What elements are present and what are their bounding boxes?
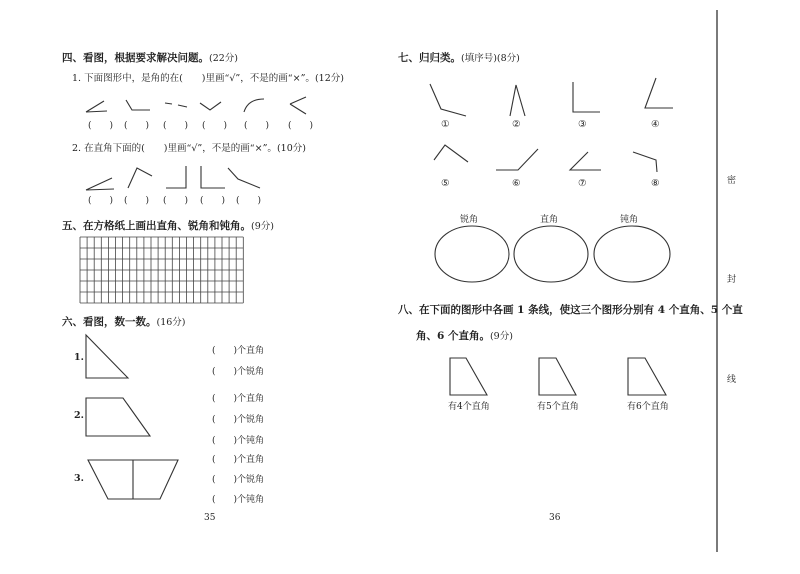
angle-label: ⑧: [651, 178, 660, 189]
shape-caption: 有5个直角: [537, 402, 579, 412]
count-blank[interactable]: ( )个锐角: [212, 415, 265, 425]
q1-figure: [126, 100, 150, 110]
margin-word-seal: 密: [727, 176, 737, 186]
section6-points: (16分): [156, 317, 186, 328]
category-right: 直角: [540, 215, 559, 225]
q1-figure: [86, 101, 107, 112]
q1-text: 1. 下面图形中，是角的在( )里画“√”，不是的画“×”。(12分): [72, 73, 344, 84]
angle-figure-8: [633, 152, 657, 172]
q1-answer-blank[interactable]: ( ): [244, 121, 270, 131]
angle-label: ①: [441, 119, 450, 130]
right-oval[interactable]: [514, 226, 588, 282]
angle-label: ④: [651, 119, 660, 130]
angle-figure-7: [570, 152, 601, 170]
section8-title-line2: 角、6 个直角。(9分): [416, 330, 513, 342]
count-blank[interactable]: ( )个锐角: [212, 475, 265, 485]
section5-title: 五、在方格纸上画出直角、锐角和钝角。(9分): [62, 220, 274, 232]
angle-figure-5: [434, 145, 468, 162]
classify-angles: [430, 78, 673, 172]
angle-figure-3: [573, 82, 600, 112]
section4-points: (22分): [209, 53, 239, 64]
q2-text: 2. 在直角下面的( )里画“√”，不是的画“×”。(10分): [72, 143, 306, 154]
q1-answer-blank[interactable]: ( ): [163, 121, 189, 131]
q2-points: (10分): [276, 143, 306, 154]
count-blank[interactable]: ( )个直角: [212, 394, 265, 404]
section8-points: (9分): [489, 331, 513, 342]
trapezoid-figure: [86, 398, 150, 436]
section8-title-line1: 八、在下面的图形中各画 1 条线，使这三个图形分别有 4 个直角、5 个直: [398, 304, 743, 316]
q2-figure: [201, 166, 225, 188]
count-blank[interactable]: ( )个直角: [212, 455, 265, 465]
angle-label: ⑥: [512, 178, 521, 189]
q2-answer-blank[interactable]: ( ): [236, 196, 262, 206]
angle-label: ②: [512, 119, 521, 130]
category-obtuse: 钝角: [620, 215, 639, 225]
q2-figure: [228, 168, 260, 188]
angle-figure-4: [645, 78, 673, 108]
q1-figure: [290, 97, 306, 114]
margin-word-seal2: 封: [727, 275, 737, 285]
q1-answer-blank[interactable]: ( ): [288, 121, 314, 131]
q1-points: (12分): [314, 73, 344, 84]
obtuse-oval[interactable]: [594, 226, 670, 282]
q1-figure: [200, 102, 221, 110]
section4-title: 四、看图，根据要求解决问题。(22分): [62, 52, 239, 64]
trapezoid-shape-1[interactable]: [450, 358, 487, 395]
trapezoid-shape-2[interactable]: [539, 358, 576, 395]
count-blank[interactable]: ( )个钝角: [212, 436, 265, 446]
angle-label: ⑤: [441, 178, 450, 189]
split-trapezoid-figure: [88, 460, 178, 499]
margin-word-line: 线: [727, 375, 737, 385]
section5-points: (9分): [251, 221, 274, 232]
page-number-left: 35: [204, 513, 216, 523]
figure2-number: 2.: [74, 410, 84, 421]
draw-line-shapes: [450, 358, 666, 395]
q2-answer-blank[interactable]: ( ): [163, 196, 189, 206]
count-blank[interactable]: ( )个锐角: [212, 367, 265, 377]
count-blank[interactable]: ( )个钝角: [212, 495, 265, 505]
q1-figure: [244, 99, 264, 112]
trapezoid-shape-3[interactable]: [628, 358, 666, 395]
section7-title: 七、归归类。(填序号)(8分): [398, 52, 520, 64]
q2-figure: [166, 166, 186, 188]
q1-figure: [165, 103, 187, 107]
angle-label: ③: [578, 119, 587, 130]
q2-figure: [86, 178, 114, 190]
q1-answer-blank[interactable]: ( ): [202, 121, 228, 131]
section6-title: 六、看图，数一数。(16分): [62, 316, 186, 328]
q1-figures: [86, 97, 306, 114]
count-blank[interactable]: ( )个直角: [212, 346, 265, 356]
q2-answer-blank[interactable]: ( ): [88, 196, 114, 206]
angle-figure-1: [430, 84, 466, 116]
category-acute: 锐角: [460, 215, 479, 225]
grid-paper[interactable]: [80, 237, 243, 303]
figure3-number: 3.: [74, 473, 84, 484]
section6-figures: [86, 335, 178, 499]
shape-caption: 有4个直角: [448, 402, 490, 412]
q2-answer-blank[interactable]: ( ): [200, 196, 226, 206]
section7-points: (填序号)(8分): [461, 53, 520, 64]
acute-oval[interactable]: [435, 226, 509, 282]
q2-answer-blank[interactable]: ( ): [124, 196, 150, 206]
q2-figures: [86, 166, 260, 190]
q1-answer-blank[interactable]: ( ): [124, 121, 150, 131]
figure1-number: 1.: [74, 352, 84, 363]
angle-figure-6: [496, 149, 538, 170]
q2-figure: [128, 168, 152, 188]
q1-answer-blank[interactable]: ( ): [88, 121, 114, 131]
right-triangle-figure: [86, 335, 128, 378]
angle-figure-2: [510, 85, 525, 116]
angle-label: ⑦: [578, 178, 587, 189]
shape-caption: 有6个直角: [627, 402, 669, 412]
page-number-right: 36: [549, 513, 561, 523]
